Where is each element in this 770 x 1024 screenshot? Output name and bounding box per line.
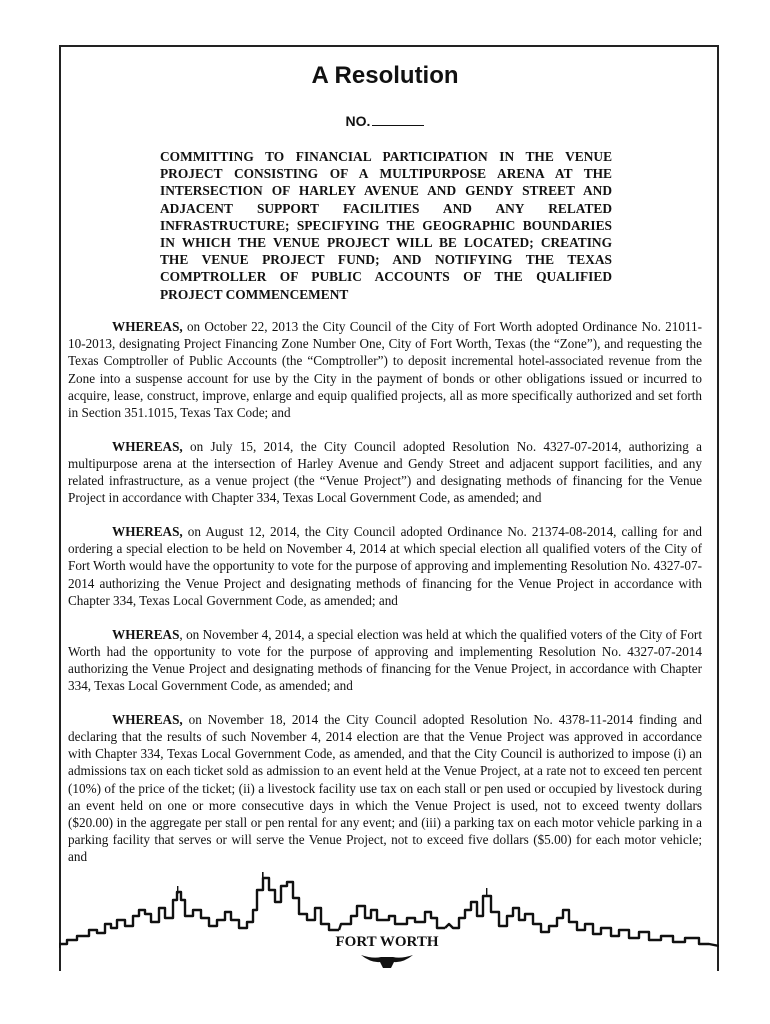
resolution-number-label: NO. bbox=[345, 113, 371, 129]
whereas-lead: WHEREAS, bbox=[112, 319, 183, 334]
whereas-text: on October 22, 2013 the City Council of the City of Fort Worth adopted Ordinance No. 21011-10-2013, designating Project Financing Zone Number One, City of Fort Worth, Texas (the “Zone”), and requesting the Texas Comptroller of Public Accounts (the “Comptroller”) to deposit incremental hotel-associated revenue from the Zone into a suspense account for use by the City in the payment of bonds or other obligations issued or incurred to acquire, lease, construct, improve, enlarge and equip qualified projects, all as more specifically authorized and set forth in Section 351.1015, Texas Tax Code; and bbox=[68, 319, 702, 421]
whereas-lead: WHEREAS, bbox=[112, 524, 183, 540]
whereas-lead: WHEREAS, bbox=[112, 438, 183, 454]
whereas-paragraph bbox=[68, 626, 702, 695]
resolution-body bbox=[68, 318, 702, 882]
whereas-paragraph bbox=[68, 711, 702, 866]
fort-worth-logo-text: FORT WORTH bbox=[335, 934, 439, 950]
document-title: A Resolution bbox=[311, 62, 459, 89]
whereas-text: on August 12, 2014, the City Council adopted Ordinance No. 21374-08-2014, calling for and ordering a special election to be held on November 4, 2014 at which special election all qualified voters of the City of Fort Worth would have the opportunity to vote for the purpose of approving and implementing Resolution No. 4327-07-2014 authorizing the Venue Project and designating methods of financing for the Venue Project in accordance with Chapter 334, Texas Local Government Code, as amended; and bbox=[68, 524, 702, 608]
whereas-text: on July 15, 2014, the City Council adopted Resolution No. 4327-07-2014, authorizing a multipurpose arena at the intersection of Harley Avenue and Gendy Street and adjacent support facilities, and any related infrastructure, as a venue project (the “Venue Project”) and designating methods of financing for the Venue Project in accordance with Chapter 334, Texas Local Government Code, as amended; and bbox=[68, 438, 702, 506]
whereas-lead: WHEREAS, bbox=[112, 711, 183, 727]
resolution-caption: COMMITTING TO FINANCIAL PARTICIPATION IN THE VENUE PROJECT CONSISTING OF A MULTIPURPOSE ARENA AT THE INTERSECTION OF HARLEY AVENUE AND GENDY STREET AND ADJACENT SUPPORT FACILITIES AND ANY RELATED INFRASTRUCTURE; SPECIFYING THE GEOGRAPHIC BOUNDARIES IN WHICH THE VENUE PROJECT WILL BE LOCATED; CREATING THE VENUE PROJECT FUND; AND NOTIFYING THE TEXAS COMPTROLLER OF PUBLIC ACCOUNTS OF THE QUALIFIED PROJECT COMMENCEMENT bbox=[160, 149, 612, 302]
whereas-paragraph bbox=[68, 523, 702, 609]
whereas-text: on November 18, 2014 the City Council adopted Resolution No. 4378-11-2014 finding and declaring that the results of such November 4, 2014 election are that the Venue Project was approved in accordance with Chapter 334, Texas Local Government Code, as amended, and that the City Council is authorized to impose (i) an admissions tax on each ticket sold as admission to an event held at the Venue Project, at a rate not to exceed ten percent (10%) of the price of the ticket; (ii) a livestock facility use tax on each stall or pen used or occupied by livestock during an event held on one or more consecutive days in which the Venue Project is used, not to exceed twenty dollars ($20.00) in the aggregate per stall or pen rental for any event; and (iii) a parking tax on each motor vehicle parking in a parking facility that serves or will serve the Venue Project, not to exceed five dollars ($5.00) for each motor vehicle; and bbox=[68, 711, 702, 865]
whereas-paragraph bbox=[68, 318, 702, 421]
whereas-paragraph bbox=[68, 438, 702, 507]
whereas-lead: WHEREAS bbox=[112, 626, 180, 642]
fort-worth-logo bbox=[336, 930, 439, 968]
longhorn-icon bbox=[361, 955, 413, 968]
resolution-number-blank bbox=[372, 113, 424, 126]
resolution-number bbox=[0, 113, 770, 129]
fort-worth-skyline-footer bbox=[59, 872, 719, 972]
whereas-text: , on November 4, 2014, a special election was held at which the qualified voters of the City of Fort Worth had the opportunity to vote for the purpose of approving and implementing Resolution No. 4327-07-2014 authorizing the Venue Project and designating methods of financing for the Venue Project, in accordance with Chapter 334, Texas Local Government Code, as amended; and bbox=[68, 626, 702, 694]
